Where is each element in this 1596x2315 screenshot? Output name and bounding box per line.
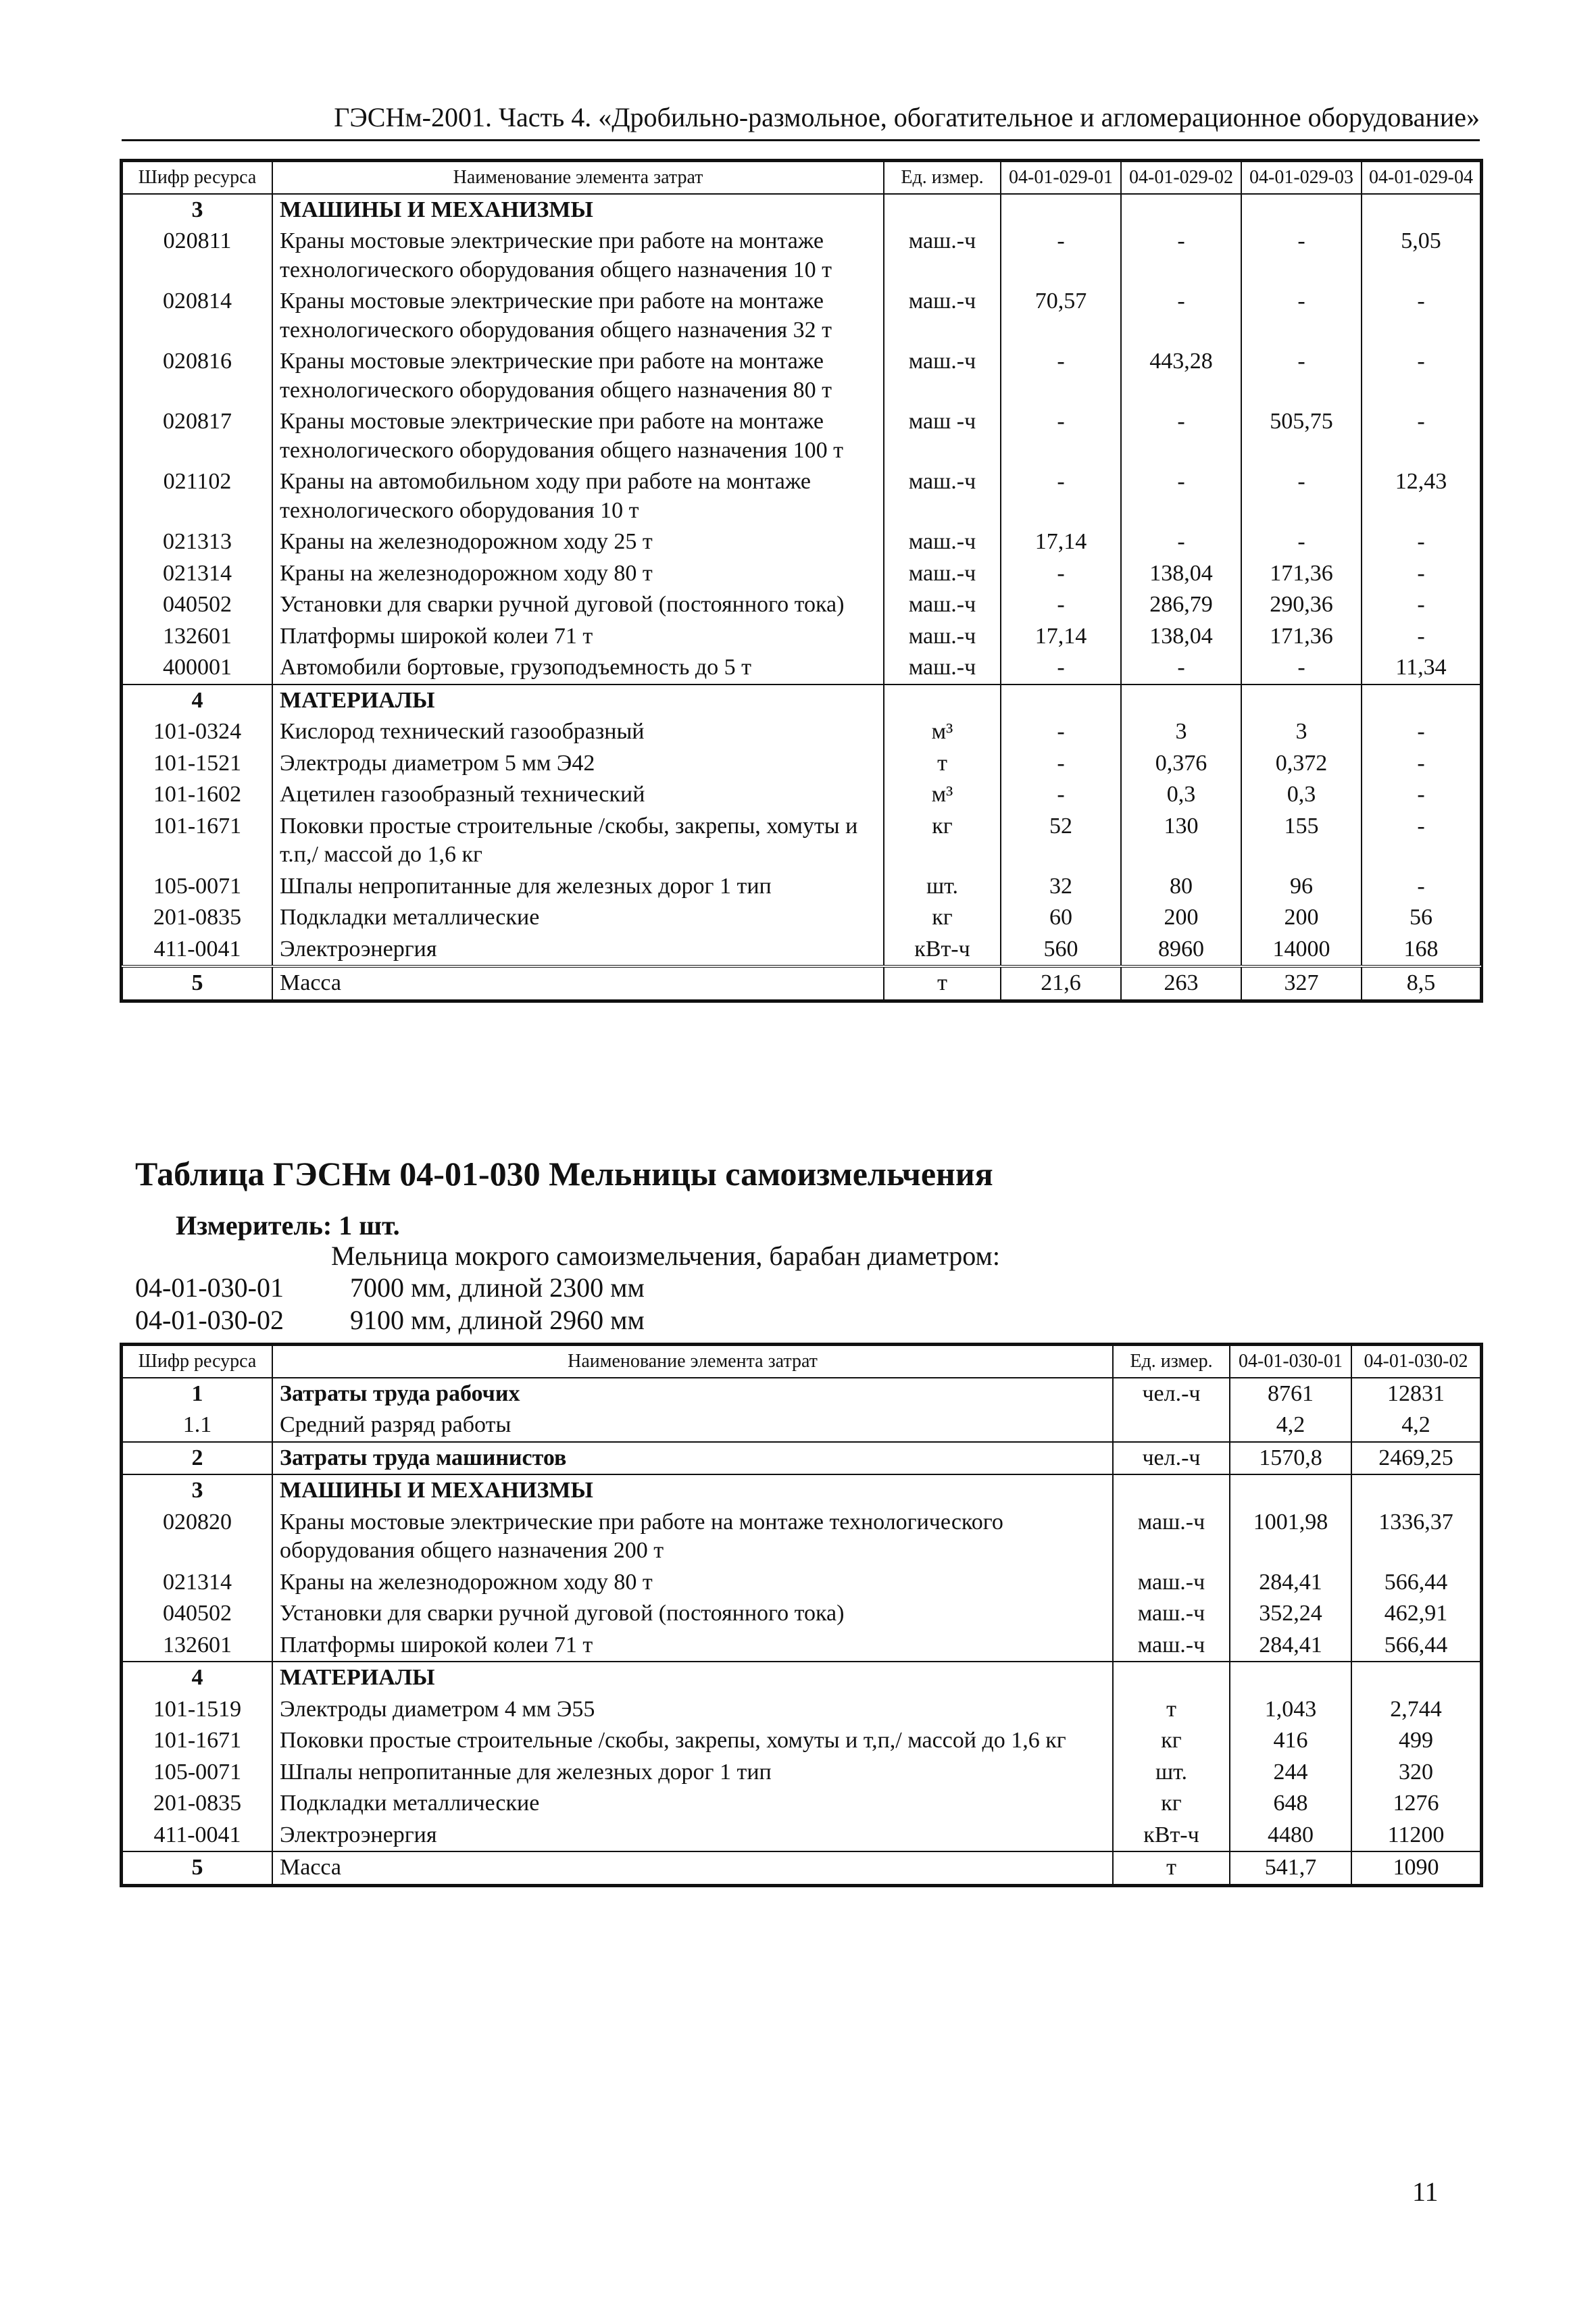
cell-unit: маш.-ч — [1113, 1630, 1230, 1662]
cell-code: 101-1671 — [122, 811, 272, 871]
cell-unit: т — [884, 748, 1001, 780]
cell-value: - — [1362, 558, 1480, 590]
cell-code: 105-0071 — [122, 1757, 272, 1789]
cell-unit: маш.-ч — [1113, 1567, 1230, 1599]
cell-unit: кВт-ч — [884, 934, 1001, 967]
variant-text: 7000 мм, длиной 2300 мм — [350, 1272, 645, 1303]
cell-value: - — [1241, 286, 1362, 346]
cell-unit: шт. — [884, 871, 1001, 903]
table-row — [122, 716, 1480, 748]
cell-value: 0,3 — [1121, 779, 1241, 811]
section-row — [122, 1442, 1480, 1475]
cell-value: 560 — [1001, 934, 1121, 967]
cell-value: 3 — [1121, 716, 1241, 748]
table-row — [122, 1567, 1480, 1599]
cell-unit: маш.-ч — [884, 621, 1001, 653]
cell-value: 290,36 — [1241, 589, 1362, 621]
col-header-norm: 04-01-029-02 — [1121, 161, 1241, 194]
cell-code: 5 — [122, 1851, 272, 1885]
cell-name: Установки для сварки ручной дуговой (постоянного тока) — [272, 1598, 1113, 1630]
cell-value: 1,043 — [1230, 1694, 1351, 1726]
cell-code: 1.1 — [122, 1410, 272, 1442]
cell-name: Автомобили бортовые, грузоподъемность до 5 т — [272, 652, 884, 684]
col-header-code: Шифр ресурса — [122, 1345, 272, 1378]
cell-value: - — [1001, 716, 1121, 748]
table-row — [122, 1757, 1480, 1789]
cell-value: 14000 — [1241, 934, 1362, 967]
cell-code: 020814 — [122, 286, 272, 346]
variant-code: 04-01-030-01 — [135, 1272, 284, 1303]
cell-code: 3 — [122, 1474, 272, 1507]
cell-name: Затраты труда рабочих — [272, 1378, 1113, 1410]
table-header-row — [122, 1345, 1480, 1378]
cell-value: - — [1121, 406, 1241, 466]
cell-code: 021314 — [122, 1567, 272, 1599]
cell-name: Краны мостовые электрические при работе на монтаже технологического оборудования общего назначения 200 т — [272, 1507, 1113, 1567]
table-row — [122, 466, 1480, 526]
cell-code: 400001 — [122, 652, 272, 684]
cell-value: 155 — [1241, 811, 1362, 871]
cell-unit: т — [884, 966, 1001, 1000]
norm-description: Мельница мокрого самоизмельчения, барабан диаметром: — [331, 1241, 1000, 1271]
table-row — [122, 934, 1480, 967]
cell-value: 2469,25 — [1351, 1442, 1480, 1475]
section-row — [122, 194, 1480, 226]
cell-value: 416 — [1230, 1725, 1351, 1757]
running-header: ГЭСНм-2001. Часть 4. «Дробильно-размольное, обогатительное и агломерационное оборудование» — [334, 102, 1480, 132]
cell-value: - — [1001, 406, 1121, 466]
cell-name: МАТЕРИАЛЫ — [272, 684, 884, 717]
cell-name: Краны на железнодорожном ходу 80 т — [272, 558, 884, 590]
cell-code: 3 — [122, 194, 272, 226]
cell-value: 32 — [1001, 871, 1121, 903]
cell-name: Краны мостовые электрические при работе на монтаже технологического оборудования общего назначения 80 т — [272, 346, 884, 406]
table-row — [122, 406, 1480, 466]
cell-value: - — [1001, 226, 1121, 286]
table-row — [122, 346, 1480, 406]
cell-value: 11,34 — [1362, 652, 1480, 684]
cell-value: 138,04 — [1121, 621, 1241, 653]
cell-value: 1336,37 — [1351, 1507, 1480, 1567]
cell-value: 8,5 — [1362, 966, 1480, 1000]
cell-value: - — [1241, 346, 1362, 406]
resource-table-029 — [122, 161, 1481, 1001]
cell-value: 541,7 — [1230, 1851, 1351, 1885]
cell-value: - — [1001, 466, 1121, 526]
table-row — [122, 1630, 1480, 1662]
cell-name: Шпалы непропитанные для железных дорог 1 тип — [272, 871, 884, 903]
table-row — [122, 1851, 1480, 1885]
cell-value: 52 — [1001, 811, 1121, 871]
cell-value: 284,41 — [1230, 1630, 1351, 1662]
table-row — [122, 811, 1480, 871]
meter-label: Измеритель: 1 шт. — [176, 1210, 400, 1241]
cell-code: 040502 — [122, 1598, 272, 1630]
cell-code: 101-1521 — [122, 748, 272, 780]
cell-name: Краны мостовые электрические при работе на монтаже технологического оборудования общего назначения 32 т — [272, 286, 884, 346]
cell-name: Поковки простые строительные /скобы, закрепы, хомуты и т.п,/ массой до 1,6 кг — [272, 811, 884, 871]
cell-unit: маш.-ч — [884, 526, 1001, 558]
header-rule — [122, 139, 1480, 141]
cell-value: - — [1362, 871, 1480, 903]
cell-name: Затраты труда машинистов — [272, 1442, 1113, 1475]
cell-code: 201-0835 — [122, 1788, 272, 1820]
table-row — [122, 966, 1480, 1000]
cell-value: - — [1001, 346, 1121, 406]
table-row — [122, 1820, 1480, 1852]
cell-unit: маш.-ч — [884, 589, 1001, 621]
variant-row — [135, 1304, 645, 1336]
cell-value: 70,57 — [1001, 286, 1121, 346]
cell-value: 263 — [1121, 966, 1241, 1000]
cell-value: 171,36 — [1241, 558, 1362, 590]
cell-name: Шпалы непропитанные для железных дорог 1 тип — [272, 1757, 1113, 1789]
cell-value: - — [1001, 779, 1121, 811]
cell-value: - — [1121, 286, 1241, 346]
cell-code: 132601 — [122, 1630, 272, 1662]
variant-code: 04-01-030-02 — [135, 1305, 284, 1335]
table-row — [122, 779, 1480, 811]
cell-value: 200 — [1121, 902, 1241, 934]
cell-value: 3 — [1241, 716, 1362, 748]
col-header-norm: 04-01-030-01 — [1230, 1345, 1351, 1378]
cell-name: Электроэнергия — [272, 934, 884, 967]
cell-code: 020811 — [122, 226, 272, 286]
cell-value: 499 — [1351, 1725, 1480, 1757]
cell-code: 5 — [122, 966, 272, 1000]
cell-value: 648 — [1230, 1788, 1351, 1820]
cell-value: 1570,8 — [1230, 1442, 1351, 1475]
cell-value: 4,2 — [1230, 1410, 1351, 1442]
cell-value: - — [1121, 226, 1241, 286]
cell-value — [1241, 194, 1362, 226]
cell-unit — [1113, 1662, 1230, 1694]
page-number: 11 — [1412, 2176, 1439, 2207]
cell-value: - — [1121, 652, 1241, 684]
cell-code: 020820 — [122, 1507, 272, 1567]
variant-text: 9100 мм, длиной 2960 мм — [350, 1305, 645, 1335]
cell-code: 1 — [122, 1378, 272, 1410]
col-header-norm: 04-01-030-02 — [1351, 1345, 1480, 1378]
cell-unit: кг — [884, 811, 1001, 871]
cell-value: - — [1362, 346, 1480, 406]
cell-value: 200 — [1241, 902, 1362, 934]
cell-value: 11200 — [1351, 1820, 1480, 1852]
cell-value: 130 — [1121, 811, 1241, 871]
cell-value: - — [1241, 652, 1362, 684]
cell-code: 132601 — [122, 621, 272, 653]
cell-value: 244 — [1230, 1757, 1351, 1789]
cell-unit: кг — [1113, 1725, 1230, 1757]
cell-unit: чел.-ч — [1113, 1442, 1230, 1475]
variant-row — [135, 1272, 645, 1303]
table-row — [122, 1788, 1480, 1820]
cell-unit: шт. — [1113, 1757, 1230, 1789]
cell-unit: м³ — [884, 779, 1001, 811]
cell-code: 4 — [122, 1662, 272, 1694]
cell-code: 021102 — [122, 466, 272, 526]
cell-value: 443,28 — [1121, 346, 1241, 406]
cell-value: - — [1121, 466, 1241, 526]
cell-name: Краны мостовые электрические при работе на монтаже технологического оборудования общего назначения 10 т — [272, 226, 884, 286]
cell-value: 0,372 — [1241, 748, 1362, 780]
cell-code: 040502 — [122, 589, 272, 621]
table-row — [122, 1598, 1480, 1630]
resource-table-030 — [122, 1345, 1481, 1885]
cell-value: 17,14 — [1001, 621, 1121, 653]
table-row — [122, 1725, 1480, 1757]
cell-value: 352,24 — [1230, 1598, 1351, 1630]
cell-unit: т — [1113, 1694, 1230, 1726]
table-header-row — [122, 161, 1480, 194]
cell-unit: маш.-ч — [1113, 1507, 1230, 1567]
cell-name: Ацетилен газообразный технический — [272, 779, 884, 811]
cell-unit: кВт-ч — [1113, 1820, 1230, 1852]
cell-value: - — [1362, 286, 1480, 346]
cell-unit — [1113, 1474, 1230, 1507]
cell-value: - — [1241, 526, 1362, 558]
cell-value — [1121, 684, 1241, 717]
table-row — [122, 589, 1480, 621]
cell-value — [1362, 684, 1480, 717]
cell-value: - — [1362, 621, 1480, 653]
cell-value: - — [1241, 466, 1362, 526]
table-row — [122, 621, 1480, 653]
cell-value — [1351, 1662, 1480, 1694]
cell-value: 168 — [1362, 934, 1480, 967]
cell-unit — [884, 684, 1001, 717]
table-row — [122, 748, 1480, 780]
cell-name: Электроэнергия — [272, 1820, 1113, 1852]
cell-unit: маш.-ч — [884, 226, 1001, 286]
cell-value — [1362, 194, 1480, 226]
cell-code: 105-0071 — [122, 871, 272, 903]
cell-value — [1230, 1474, 1351, 1507]
cell-value: 2,744 — [1351, 1694, 1480, 1726]
cell-name: Краны мостовые электрические при работе на монтаже технологического оборудования общего назначения 100 т — [272, 406, 884, 466]
cell-code: 411-0041 — [122, 1820, 272, 1852]
cell-name: МАШИНЫ И МЕХАНИЗМЫ — [272, 194, 884, 226]
cell-code: 020816 — [122, 346, 272, 406]
cell-code: 4 — [122, 684, 272, 717]
cell-name: Электроды диаметром 5 мм Э42 — [272, 748, 884, 780]
cell-code: 2 — [122, 1442, 272, 1475]
cell-value: - — [1362, 406, 1480, 466]
cell-unit: м³ — [884, 716, 1001, 748]
cell-name: Поковки простые строительные /скобы, закрепы, хомуты и т,п,/ массой до 1,6 кг — [272, 1725, 1113, 1757]
cell-value — [1121, 194, 1241, 226]
cell-name: Подкладки металлические — [272, 902, 884, 934]
cell-value: - — [1362, 526, 1480, 558]
cell-value: - — [1001, 589, 1121, 621]
cell-value: - — [1362, 779, 1480, 811]
col-header-name: Наименование элемента затрат — [272, 1345, 1113, 1378]
cell-value: 566,44 — [1351, 1567, 1480, 1599]
table-row — [122, 1694, 1480, 1726]
cell-name: Краны на железнодорожном ходу 80 т — [272, 1567, 1113, 1599]
cell-unit: маш.-ч — [884, 286, 1001, 346]
cell-value: 284,41 — [1230, 1567, 1351, 1599]
table-row — [122, 1410, 1480, 1442]
table-row — [122, 871, 1480, 903]
cell-value: 0,376 — [1121, 748, 1241, 780]
cell-value: 1090 — [1351, 1851, 1480, 1885]
col-header-norm: 04-01-029-01 — [1001, 161, 1121, 194]
cell-value: 4,2 — [1351, 1410, 1480, 1442]
cell-value: 505,75 — [1241, 406, 1362, 466]
col-header-norm: 04-01-029-04 — [1362, 161, 1480, 194]
cell-value: 1276 — [1351, 1788, 1480, 1820]
col-header-norm: 04-01-029-03 — [1241, 161, 1362, 194]
cell-value — [1001, 194, 1121, 226]
cell-value: - — [1241, 226, 1362, 286]
cell-value: 0,3 — [1241, 779, 1362, 811]
cell-value: 96 — [1241, 871, 1362, 903]
cell-name: Краны на автомобильном ходу при работе на монтаже технологического оборудования 10 т — [272, 466, 884, 526]
cell-code: 201-0835 — [122, 902, 272, 934]
cell-unit — [1113, 1410, 1230, 1442]
cell-value — [1351, 1474, 1480, 1507]
cell-code: 020817 — [122, 406, 272, 466]
table-row — [122, 526, 1480, 558]
cell-name: Средний разряд работы — [272, 1410, 1113, 1442]
cell-value: 80 — [1121, 871, 1241, 903]
col-header-unit: Ед. измер. — [884, 161, 1001, 194]
cell-unit: маш.-ч — [884, 652, 1001, 684]
cell-name: Электроды диаметром 4 мм Э55 — [272, 1694, 1113, 1726]
cell-value: - — [1001, 558, 1121, 590]
cell-value: 566,44 — [1351, 1630, 1480, 1662]
cell-value — [1230, 1662, 1351, 1694]
cell-value — [1241, 684, 1362, 717]
cell-name: Платформы широкой колеи 71 т — [272, 1630, 1113, 1662]
cell-value: 171,36 — [1241, 621, 1362, 653]
cell-name: Краны на железнодорожном ходу 25 т — [272, 526, 884, 558]
cell-value: - — [1001, 652, 1121, 684]
cell-unit: маш.-ч — [884, 346, 1001, 406]
cell-unit: маш.-ч — [1113, 1598, 1230, 1630]
cell-value: 286,79 — [1121, 589, 1241, 621]
section-row — [122, 1378, 1480, 1410]
cell-value: - — [1121, 526, 1241, 558]
cell-unit: чел.-ч — [1113, 1378, 1230, 1410]
cell-value: 12,43 — [1362, 466, 1480, 526]
cell-name: Подкладки металлические — [272, 1788, 1113, 1820]
cell-value: - — [1362, 748, 1480, 780]
cell-unit: маш.-ч — [884, 558, 1001, 590]
cell-value: 327 — [1241, 966, 1362, 1000]
cell-value: 21,6 — [1001, 966, 1121, 1000]
cell-name: Масса — [272, 966, 884, 1000]
cell-value: 8960 — [1121, 934, 1241, 967]
cell-value: - — [1362, 811, 1480, 871]
cell-value: 5,05 — [1362, 226, 1480, 286]
cell-unit: маш.-ч — [884, 466, 1001, 526]
table-row — [122, 558, 1480, 590]
cell-value: 56 — [1362, 902, 1480, 934]
cell-value: - — [1362, 716, 1480, 748]
cell-value: 1001,98 — [1230, 1507, 1351, 1567]
cell-value: 8761 — [1230, 1378, 1351, 1410]
cell-code: 021314 — [122, 558, 272, 590]
cell-unit: кг — [884, 902, 1001, 934]
cell-value: - — [1362, 589, 1480, 621]
cell-name: Масса — [272, 1851, 1113, 1885]
col-header-code: Шифр ресурса — [122, 161, 272, 194]
cell-unit: т — [1113, 1851, 1230, 1885]
cell-value: 138,04 — [1121, 558, 1241, 590]
cell-unit: маш -ч — [884, 406, 1001, 466]
cell-name: МАШИНЫ И МЕХАНИЗМЫ — [272, 1474, 1113, 1507]
cell-value: 320 — [1351, 1757, 1480, 1789]
cell-code: 101-1602 — [122, 779, 272, 811]
col-header-name: Наименование элемента затрат — [272, 161, 884, 194]
cell-value: 4480 — [1230, 1820, 1351, 1852]
cell-code: 411-0041 — [122, 934, 272, 967]
col-header-unit: Ед. измер. — [1113, 1345, 1230, 1378]
cell-name: Кислород технический газообразный — [272, 716, 884, 748]
table-caption: Таблица ГЭСНм 04-01-030 Мельницы самоизмельчения — [135, 1155, 993, 1193]
cell-value: - — [1001, 748, 1121, 780]
cell-value: 60 — [1001, 902, 1121, 934]
section-row — [122, 1474, 1480, 1507]
cell-name: МАТЕРИАЛЫ — [272, 1662, 1113, 1694]
table-row — [122, 652, 1480, 684]
cell-unit: кг — [1113, 1788, 1230, 1820]
cell-unit — [884, 194, 1001, 226]
cell-value: 17,14 — [1001, 526, 1121, 558]
cell-name: Платформы широкой колеи 71 т — [272, 621, 884, 653]
cell-code: 021313 — [122, 526, 272, 558]
table-row — [122, 902, 1480, 934]
section-row — [122, 1662, 1480, 1694]
cell-code: 101-0324 — [122, 716, 272, 748]
cell-value: 462,91 — [1351, 1598, 1480, 1630]
cell-value — [1001, 684, 1121, 717]
table-row — [122, 1507, 1480, 1567]
cell-name: Установки для сварки ручной дуговой (постоянного тока) — [272, 589, 884, 621]
cell-code: 101-1671 — [122, 1725, 272, 1757]
cell-value: 12831 — [1351, 1378, 1480, 1410]
table-row — [122, 226, 1480, 286]
section-row — [122, 684, 1480, 717]
cell-code: 101-1519 — [122, 1694, 272, 1726]
table-row — [122, 286, 1480, 346]
